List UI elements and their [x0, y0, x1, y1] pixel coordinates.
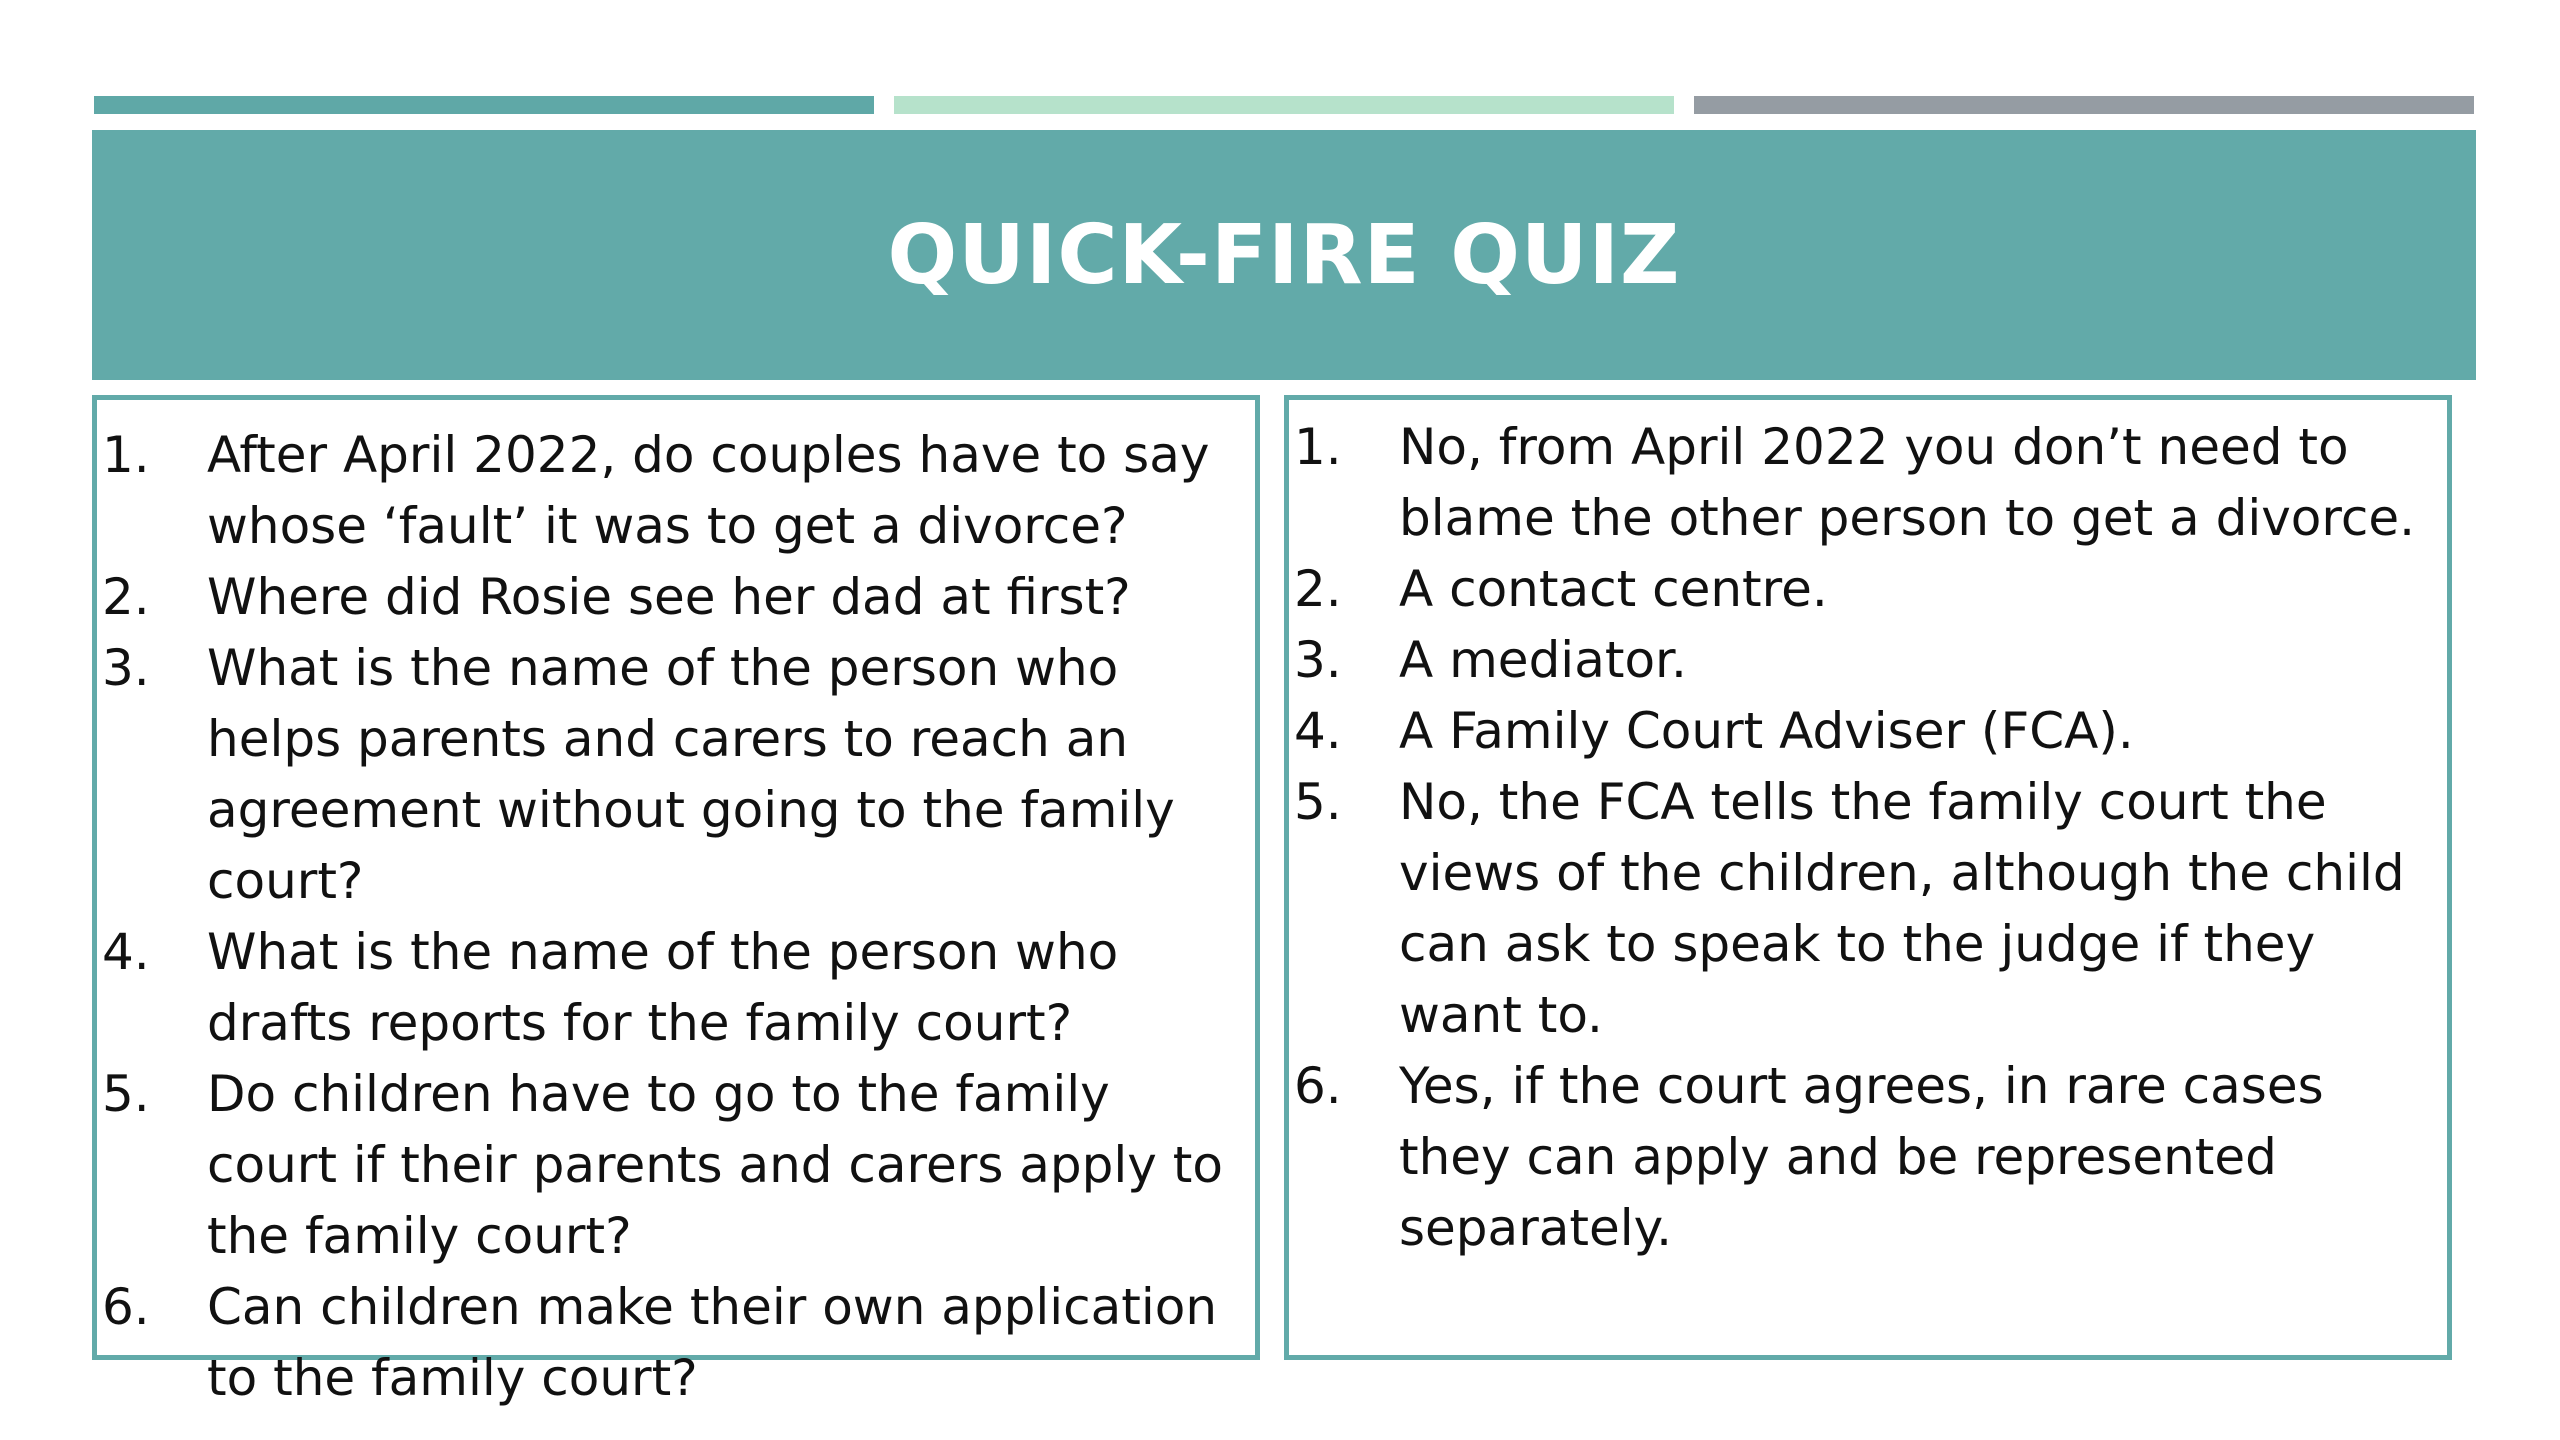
decorative-bar-grey — [1694, 96, 2474, 114]
answer-item — [1289, 625, 2447, 696]
title-band — [92, 130, 2476, 380]
questions-list — [97, 420, 1255, 1414]
question-item — [97, 633, 1255, 917]
question-text: Can children make their own application to the family court? — [207, 1278, 1218, 1407]
answer-item — [1289, 767, 2447, 1051]
answer-number: 2. — [1294, 560, 1342, 618]
answer-number: 5. — [1294, 773, 1342, 831]
questions-panel — [92, 395, 1260, 1407]
answer-number: 6. — [1294, 1057, 1342, 1115]
answers-panel — [1284, 395, 2452, 1360]
decorative-bar-teal — [94, 96, 874, 114]
question-text: Where did Rosie see her dad at first? — [207, 568, 1131, 626]
decorative-bar-mint — [894, 96, 1674, 114]
question-text: Do children have to go to the family court if their parents and carers apply to the family court? — [207, 1065, 1223, 1265]
question-item — [97, 1272, 1255, 1414]
question-number: 5. — [102, 1065, 150, 1123]
answer-number: 3. — [1294, 631, 1342, 689]
answer-text: No, the FCA tells the family court the views of the children, although the child can ask to speak to the judge if they want to. — [1399, 773, 2405, 1044]
question-text: What is the name of the person who drafts reports for the family court? — [207, 923, 1119, 1052]
question-number: 1. — [102, 426, 150, 484]
question-text: What is the name of the person who helps parents and carers to reach an agreement without going to the family court? — [207, 639, 1175, 910]
answer-text: A mediator. — [1399, 631, 1687, 689]
answer-text: A Family Court Adviser (FCA). — [1399, 702, 2134, 760]
question-number: 4. — [102, 923, 150, 981]
question-number: 3. — [102, 639, 150, 697]
question-item — [97, 1059, 1255, 1272]
answers-list — [1289, 412, 2447, 1264]
answer-item — [1289, 554, 2447, 625]
slide-title: QUICK-FIRE QUIZ — [887, 207, 1681, 303]
answer-item — [1289, 1051, 2447, 1264]
answer-item — [1289, 696, 2447, 767]
answer-number: 1. — [1294, 418, 1342, 476]
question-text: After April 2022, do couples have to say whose ‘fault’ it was to get a divorce? — [207, 426, 1210, 555]
question-item — [97, 917, 1255, 1059]
question-item — [97, 562, 1255, 633]
question-item — [97, 420, 1255, 562]
answer-text: Yes, if the court agrees, in rare cases they can apply and be represented separately. — [1399, 1057, 2324, 1257]
answer-text: A contact centre. — [1399, 560, 1828, 618]
question-number: 6. — [102, 1278, 150, 1336]
answer-item — [1289, 412, 2447, 554]
answer-text: No, from April 2022 you don’t need to blame the other person to get a divorce. — [1399, 418, 2415, 547]
answer-number: 4. — [1294, 702, 1342, 760]
question-number: 2. — [102, 568, 150, 626]
